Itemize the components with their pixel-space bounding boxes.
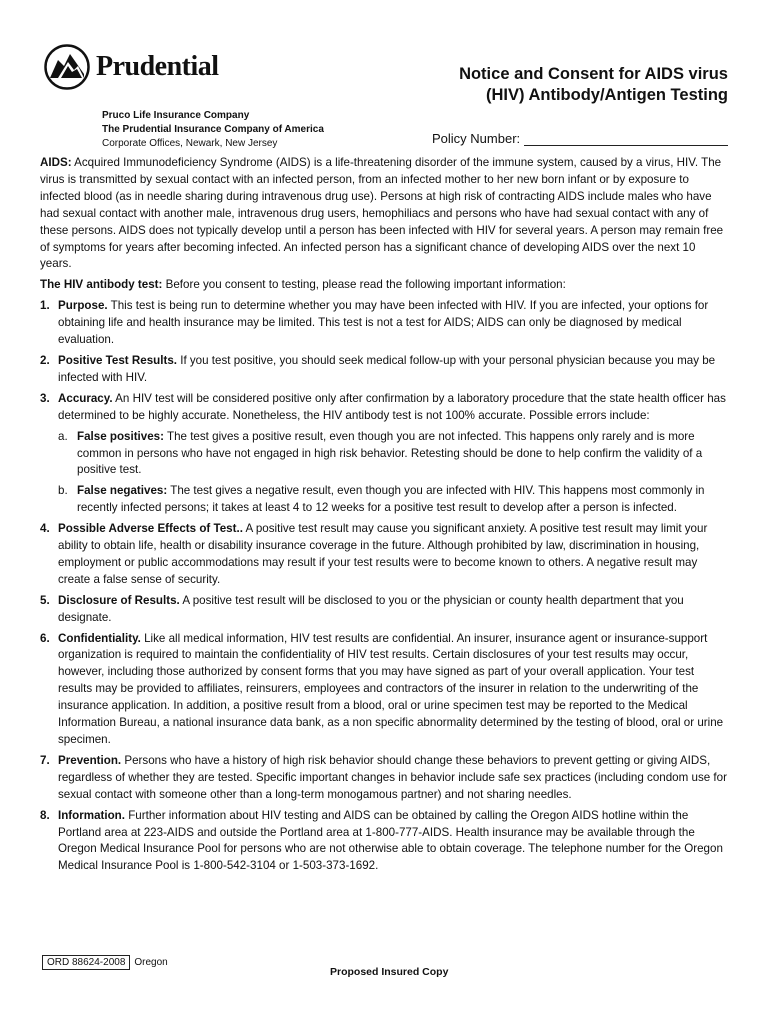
hiv-test-text: Before you consent to testing, please read the following important information: [165,278,566,292]
item-text: Further information about HIV testing and AIDS can be obtained by calling the Oregon AIDS hotline within the Portland area at 223-AIDS and outside the Portland area at 1-800-777-AIDS. Health insurance may be available through the Oregon Medical Insurance Pool for persons who are not otherwise able to obtain coverage. The telephone number for the Oregon Medical Insurance Pool is 1-800-542-3104 or 1-503-373-1692. [58,808,723,873]
item-text: If you test positive, you should seek medical follow-up with your personal physician because you may be infected with HIV. [58,353,716,384]
item-positive-results [40,353,730,387]
item-label: Possible Adverse Effects of Test.. [58,522,243,536]
item-prevention [40,753,730,804]
subitem-false-negatives [40,483,730,517]
item-label: Confidentiality. [58,631,141,645]
item-label: Prevention. [58,753,122,767]
prudential-logo [44,44,219,90]
subitem-letter: b. [58,484,68,498]
aids-label: AIDS: [40,156,72,169]
item-label: Information. [58,808,125,822]
item-number: 4. [40,522,50,536]
subitem-label: False positives: [77,429,164,443]
item-number: 5. [40,593,50,607]
item-number: 3. [40,391,50,405]
company-block [102,109,324,151]
item-text: Persons who have a history of high risk behavior should change these behaviors to prevent getting or giving AIDS, regardless of whether they are tested. Specific important changes in behavior include safe sex practices (including condom use for sexual contact with someone other than a long-term monogamous partner) and not sharing needles. [58,753,727,801]
aids-text: Acquired Immunodeficiency Syndrome (AIDS) is a life-threatening disorder of the immune system, caused by a virus, HIV. The virus is transmitted by sexual contact with an infected person, from an infected mother to her new born infant or by exposure to infected blood (as in needle sharing during intravenous drug use). Persons at high risk of contracting AIDS include males who have had sexual contact with another male, intravenous drug users, hemophiliacs and persons who have had sexual contact with any of these persons. AIDS does not typically develop until a person has been infected with HIV for several years. A person may remain free of symptoms for years after becoming infected. An infected person has a significant chance of developing AIDS over the next 10 years. [40,156,724,271]
item-label: Purpose. [58,299,108,313]
item-disclosure [40,593,730,627]
item-label: Positive Test Results. [58,353,177,367]
title-line-2: (HIV) Antibody/Antigen Testing [486,86,728,104]
subitem-label: False negatives: [77,484,168,498]
item-confidentiality [40,631,730,749]
aids-paragraph [40,155,730,273]
hiv-test-intro [40,277,730,294]
hiv-test-label: The HIV antibody test: [40,278,163,292]
item-label: Disclosure of Results. [58,593,180,607]
title-line-1: Notice and Consent for AIDS virus [459,65,728,83]
corporate-offices: Corporate Offices, Newark, New Jersey [102,138,278,149]
form-code-block [42,955,168,970]
item-number: 8. [40,808,50,822]
brand-name: Prudential [96,51,219,82]
copy-designation: Proposed Insured Copy [330,966,449,978]
item-number: 1. [40,299,50,313]
subitem-text: The test gives a positive result, even though you are not infected. This happens only rarely and is more common in persons who have not engaged in high risk behavior. Retesting should be done to help confirm the validity of a positive test. [77,429,703,477]
policy-number-field [432,131,728,146]
item-purpose [40,298,730,349]
subitem-false-positives [40,429,730,480]
item-number: 2. [40,353,50,367]
subitem-letter: a. [58,429,68,443]
item-text: Like all medical information, HIV test results are confidential. An insurer, insurance agent or insurance-support organization is required to maintain the confidentiality of HIV test results. Certain disclosures of your test results may occur, however, including those authorized by consent forms that you may have signed as part of your overall application. Your test results may be provided to affiliates, reinsurers, employees and contractors of the insurer in relation to the underwriting of the insurance application. In addition, a positive result from a blood, oral or urine specimen test may be reported to the Medical Information Bureau, a national insurance data bank, as a non specific abnormality determined by the testing of blood, oral or urine specimen. [58,631,724,746]
policy-number-label: Policy Number: [432,131,521,146]
item-text: A positive test result may cause you significant anxiety. A positive test result may limit your ability to obtain life, health or disability insurance coverage in the future. Although prohibited by law, discrimination in housing, employment or public accommodations may result if your test results were to become known to others. A negative result may create a false sense of security. [58,522,708,586]
rock-logo-icon [44,44,90,90]
company-name-2: The Prudential Insurance Company of America [102,124,324,135]
company-name-1: Pruco Life Insurance Company [102,110,250,121]
form-title [459,64,728,106]
item-information [40,808,730,876]
item-number: 6. [40,631,50,645]
form-state: Oregon [134,957,168,968]
item-number: 7. [40,753,50,767]
item-label: Accuracy. [58,391,113,405]
item-text: An HIV test will be considered positive only after confirmation by a laboratory procedure that the state health officer has determined to be highly accurate. Nonetheless, the HIV antibody test is not 100% accurate. Possible errors include: [58,391,726,422]
policy-number-blank[interactable] [524,132,728,146]
subitem-text: The test gives a negative result, even though you are infected with HIV. This happens most commonly in recently infected persons; it takes at least 4 to 12 weeks for a positive test result to develop after a person is infected. [77,484,705,515]
item-adverse-effects [40,521,730,589]
item-accuracy [40,391,730,425]
form-code: ORD 88624-2008 [42,955,130,970]
item-text: A positive test result will be disclosed to you or the physician or county health department that you designate. [58,593,684,624]
item-text: This test is being run to determine whether you may have been infected with HIV. If you are infected, your options for obtaining life and health insurance may be limited. This test is not a test for AIDS; AIDS can only be diagnosed by medical evaluation. [58,299,709,347]
form-body [40,155,730,879]
